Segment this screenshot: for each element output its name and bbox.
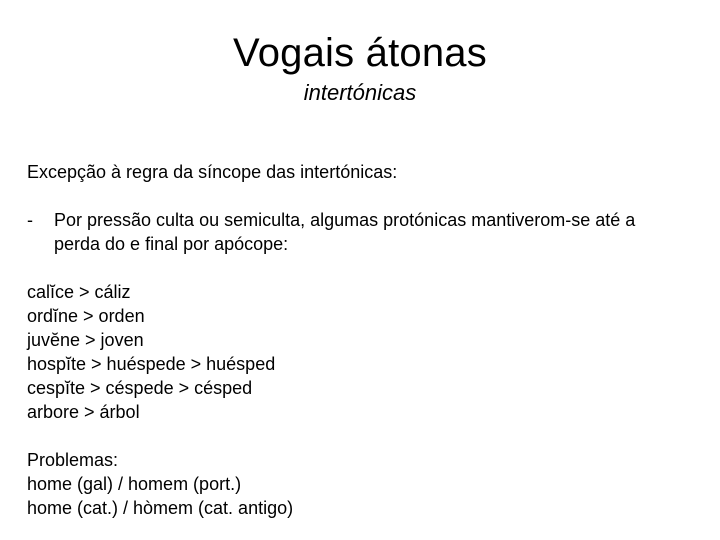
- problem-item: home (gal) / homem (port.): [27, 474, 242, 494]
- problems-section: [27, 448, 707, 520]
- example-item: calĭce > cáliz: [27, 282, 131, 302]
- examples-list: [27, 280, 707, 424]
- example-item: cespĭte > céspede > césped: [27, 378, 253, 398]
- example-item: hospĭte > huéspede > huésped: [27, 354, 276, 374]
- problem-item: home (cat.) / hòmem (cat. antigo): [27, 498, 294, 518]
- slide-subtitle: intertónicas: [303, 80, 417, 105]
- slide-title: Vogais átonas: [233, 31, 487, 75]
- example-item: arbore > árbol: [27, 402, 140, 422]
- section-heading: Excepção à regra da síncope das intertónicas:: [27, 162, 398, 182]
- bullet-line-2: perda do e final por apócope:: [54, 234, 289, 254]
- example-item: ordĭne > orden: [27, 306, 145, 326]
- bullet-marker: -: [27, 210, 33, 230]
- problems-label: Problemas:: [27, 450, 119, 470]
- example-item: juvĕne > joven: [27, 330, 144, 350]
- bullet-line-1: Por pressão culta ou semiculta, algumas protónicas mantiverom-se até a: [54, 210, 636, 230]
- bullet-point: [27, 208, 707, 256]
